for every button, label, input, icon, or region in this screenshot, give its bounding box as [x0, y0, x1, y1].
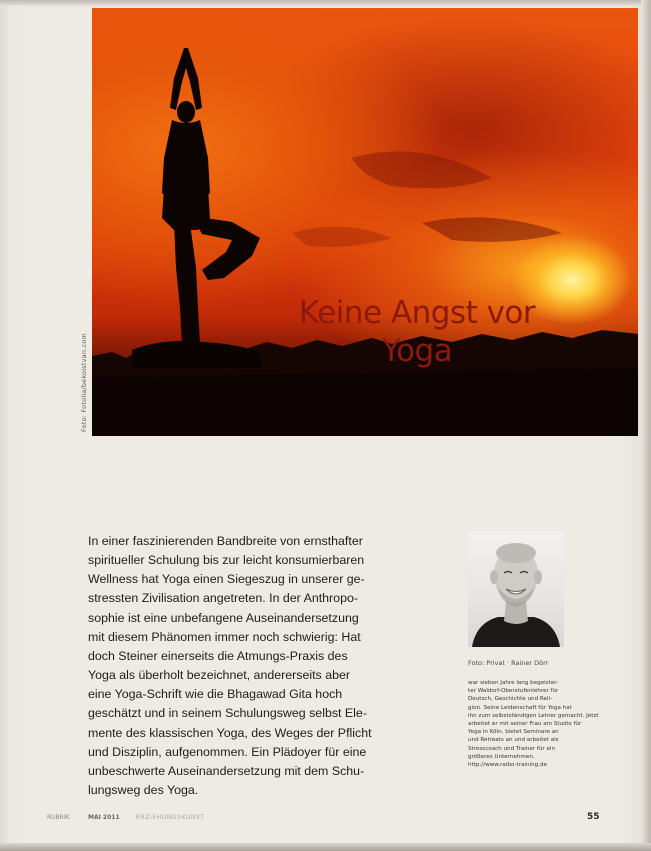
- bio-line: Stresscoach und Trainer für ein: [468, 745, 556, 752]
- photo-credit: Foto: Fotolia/bekoistvan.com: [80, 333, 88, 432]
- footer-section-label: RUBRIK: [47, 814, 70, 821]
- footer-magazine-name: ERZIEHUNGSKUNST: [136, 814, 205, 821]
- intro-line: stressten Zivilisation angetreten. In der Anthropo-: [88, 591, 358, 606]
- title-line-1: Keine Angst vor: [298, 295, 536, 331]
- top-page-edge: [0, 0, 651, 6]
- bio-line: gion. Seine Leidenschaft für Yoga hat: [468, 704, 572, 711]
- intro-line: In einer faszinierenden Bandbreite von ernsthafter: [88, 534, 363, 548]
- intro-line: Wellness hat Yoga einen Siegeszug in unserer ge-: [88, 572, 365, 587]
- page-number: 55: [587, 812, 600, 822]
- article-intro: [88, 532, 370, 800]
- title-line-2: Yoga: [381, 333, 453, 369]
- intro-line: sophie ist eine unbefangene Auseinandersetzung: [88, 610, 359, 625]
- bio-line: ter Waldorf-Oberstufenlehrer für: [468, 688, 559, 695]
- article-title: [272, 294, 562, 370]
- footer-issue-date: MAI 2011: [88, 814, 120, 821]
- author-photo-graphic: [468, 531, 564, 647]
- bio-line: größeres Unternehmen.: [468, 753, 535, 760]
- intro-line: Yoga als überholt bezeichnet, andererseits aber: [88, 668, 350, 683]
- intro-line: doch Steiner einerseits die Atmungs-Praxis des: [88, 648, 348, 663]
- intro-line: mente des klassischen Yoga, des Weges der Pflicht: [88, 725, 372, 740]
- hero-photo: [92, 8, 638, 436]
- bio-line: arbeitet er mit seiner Frau am Studio für: [468, 721, 582, 728]
- bio-line: war sieben Jahre lang begeister-: [468, 680, 559, 686]
- intro-line: mit diesem Phänomen immer noch schwierig: Hat: [88, 629, 361, 644]
- bio-line: ihn zum selbstständigen Lehrer gemacht. Jetzt: [468, 712, 599, 719]
- bio-website-link[interactable]: http://www.raibo-training.de: [468, 762, 547, 769]
- author-bio: [468, 679, 599, 769]
- intro-line: und Disziplin, aufgenommen. Ein Plädoyer für eine: [88, 744, 367, 759]
- intro-line: lungsweg des Yoga.: [88, 783, 199, 798]
- portrait-caption: Foto: Privat · Rainer Dörr: [468, 659, 549, 667]
- intro-line: spiritueller Schulung bis zur leicht konsumierbaren: [88, 553, 365, 568]
- intro-line: unbeschwerte Auseinandersetzung mit dem Schu-: [88, 763, 365, 778]
- bio-line: Yoga in Köln, bietet Seminare an: [468, 729, 559, 736]
- intro-line: eine Yoga-Schrift wie die Bhagawad Gita hoch: [88, 687, 343, 702]
- sunset-silhouette-graphic: [92, 8, 638, 436]
- right-page-edge: [641, 0, 651, 851]
- intro-line: geschätzt und in seinem Schulungsweg selbst Ele-: [88, 706, 367, 721]
- author-portrait: [468, 531, 564, 647]
- bio-line: Deutsch, Geschichte und Reli-: [468, 696, 553, 703]
- bottom-page-edge: [0, 843, 651, 851]
- bio-line: und Retreats an und arbeitet als: [468, 737, 559, 744]
